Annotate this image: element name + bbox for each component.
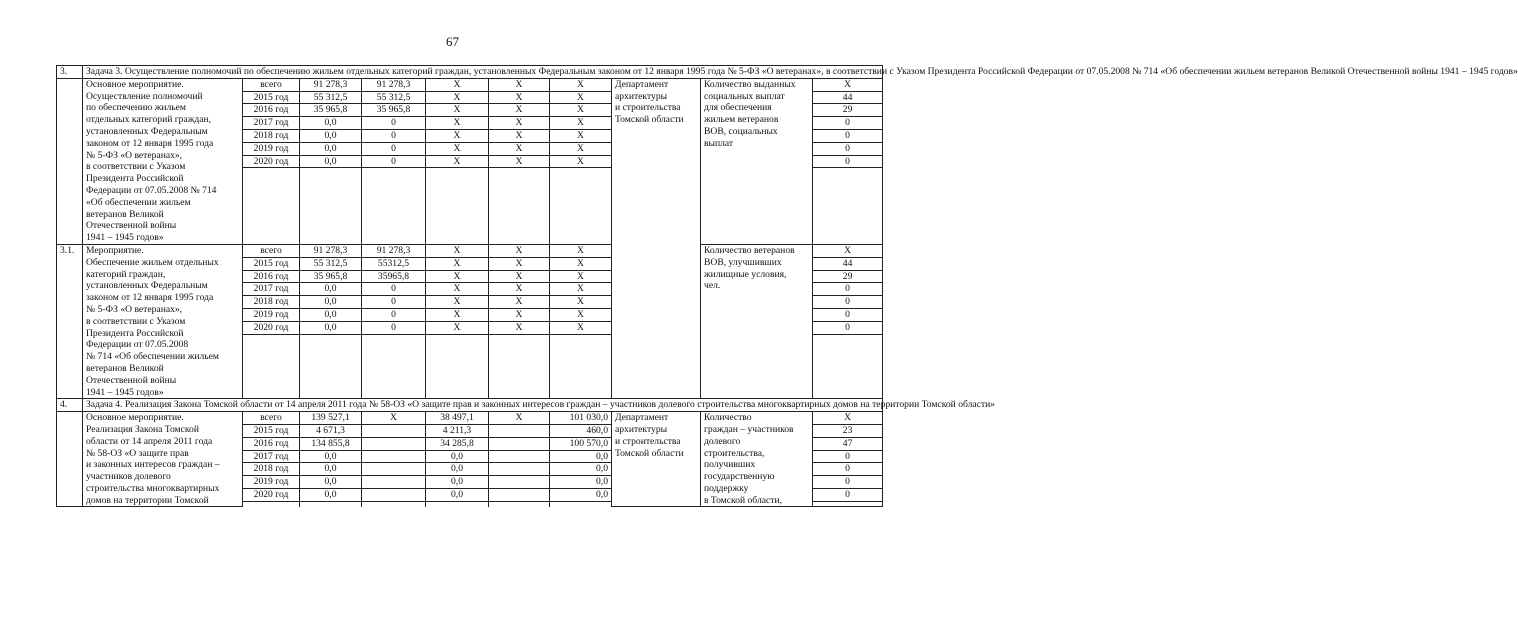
regional-cell: X	[426, 308, 489, 321]
year-cell: 2019 год	[243, 308, 300, 321]
federal-cell: 91 278,3	[362, 78, 426, 91]
extra-budget-cell: X	[550, 308, 612, 321]
total-cell: 139 527,1	[300, 412, 362, 425]
task-row	[57, 66, 883, 79]
local-cell	[489, 450, 550, 463]
regional-cell: 0,0	[426, 488, 489, 501]
responsible-department-line: архитектуры	[615, 90, 668, 102]
indicator-name-line: социальных выплат	[704, 90, 785, 102]
regional-cell: X	[426, 270, 489, 283]
measure-description-line: Мероприятие.	[86, 244, 144, 256]
extra-budget-cell: X	[550, 91, 612, 104]
extra-budget-cell: 101 030,0	[550, 412, 612, 425]
total-cell: 35 965,8	[300, 104, 362, 117]
total-cell: 55 312,5	[300, 91, 362, 104]
local-cell: X	[489, 244, 550, 257]
local-cell: X	[489, 412, 550, 425]
indicator-name-line: долевого	[704, 435, 741, 447]
federal-cell: 0	[362, 142, 426, 155]
task-row	[57, 399, 883, 412]
regional-cell: 0,0	[426, 450, 489, 463]
local-cell	[489, 424, 550, 437]
regional-cell: 0,0	[426, 476, 489, 489]
indicator-value: X	[813, 78, 883, 91]
local-cell	[489, 463, 550, 476]
empty-cell	[300, 334, 362, 399]
local-cell: X	[489, 308, 550, 321]
local-cell: X	[489, 91, 550, 104]
indicator-name-line: в Томской области,	[704, 494, 782, 506]
total-cell: 91 278,3	[300, 244, 362, 257]
federal-cell	[362, 450, 426, 463]
federal-cell: 35 965,8	[362, 104, 426, 117]
federal-cell: 55312,5	[362, 257, 426, 270]
measure-description-line: строительства многоквартирных	[86, 482, 220, 494]
responsible-department-line: Департамент	[615, 412, 669, 424]
extra-budget-cell: X	[550, 117, 612, 130]
indicator-value: 0	[813, 308, 883, 321]
total-cell: 0,0	[300, 476, 362, 489]
regional-cell: X	[426, 91, 489, 104]
federal-cell: 0	[362, 308, 426, 321]
measure-description-line: установленных Федеральным	[86, 280, 208, 292]
empty-cell	[813, 168, 883, 245]
measure-description-line: «Об обеспечении жильем	[86, 196, 191, 208]
indicator-name-line: Количество выданных	[704, 78, 796, 90]
measure-description-line: Осуществление полномочий	[86, 90, 203, 102]
measure-description-line: Президента Российской	[86, 327, 184, 339]
measure-description-line: Президента Российской	[86, 173, 184, 185]
item-number: 3.1.	[57, 244, 83, 398]
local-cell: X	[489, 78, 550, 91]
year-cell: всего	[243, 412, 300, 425]
indicator-value: 29	[813, 104, 883, 117]
table-row	[57, 412, 883, 425]
regional-cell: 4 211,3	[426, 424, 489, 437]
total-cell: 0,0	[300, 129, 362, 142]
year-cell: 2015 год	[243, 257, 300, 270]
indicator-name-line: Количество ветеранов	[704, 244, 795, 256]
extra-budget-cell: X	[550, 244, 612, 257]
responsible-department	[612, 78, 701, 399]
indicator-value: 0	[813, 463, 883, 476]
empty-cell	[489, 168, 550, 245]
total-cell: 0,0	[300, 117, 362, 130]
indicator-name-line: строительства,	[704, 447, 765, 459]
table-row	[57, 244, 883, 257]
task-title: Задача 4. Реализация Закона Томской области от 14 апреля 2011 года № 58-ОЗ «О защите прав и законных интересов граждан – участников долевого строительства многоквартирных домов на территории Томской области»	[83, 399, 883, 412]
federal-cell: 0	[362, 155, 426, 168]
extra-budget-cell: X	[550, 78, 612, 91]
extra-budget-cell: 460,0	[550, 424, 612, 437]
local-cell: X	[489, 296, 550, 309]
extra-budget-cell: X	[550, 321, 612, 334]
indicator-name-line: жильем ветеранов	[704, 114, 779, 126]
indicator-name-line: поддержку	[704, 482, 749, 494]
indicator-value: 44	[813, 91, 883, 104]
measure-description-line: ветеранов Великой	[86, 208, 164, 220]
local-cell: X	[489, 104, 550, 117]
federal-cell: 91 278,3	[362, 244, 426, 257]
federal-cell: 0	[362, 296, 426, 309]
federal-cell: 0	[362, 283, 426, 296]
empty-cell	[243, 168, 300, 245]
measure-description	[83, 244, 243, 398]
indicator-value: 0	[813, 488, 883, 501]
measure-description-line: в соответствии с Указом	[86, 161, 186, 173]
indicator-name-line: чел.	[704, 280, 721, 292]
year-cell: 2016 год	[243, 104, 300, 117]
total-cell: 35 965,8	[300, 270, 362, 283]
responsible-department	[612, 412, 701, 507]
measure-description-line: Федерации от 07.05.2008 № 714	[86, 184, 217, 196]
measure-description-line: области от 14 апреля 2011 года	[86, 435, 213, 447]
task-title: Задача 3. Осуществление полномочий по обеспечению жильем отдельных категорий граждан, установленных Федеральным законом от 12 января 1995 года № 5-ФЗ «О ветеранах», в соответствии с Указом Президента Российской Федерации от 07.05.2008 № 714 «Об обеспечении жильем ветеранов Великой Отечественной войны 1941 – 1945 годов»	[83, 66, 883, 79]
year-cell: 2015 год	[243, 424, 300, 437]
indicator-value: 0	[813, 296, 883, 309]
extra-budget-cell: 0,0	[550, 488, 612, 501]
indicator-value: 0	[813, 450, 883, 463]
indicator-name	[701, 412, 813, 507]
local-cell: X	[489, 283, 550, 296]
total-cell: 0,0	[300, 450, 362, 463]
local-cell: X	[489, 321, 550, 334]
year-cell: 2019 год	[243, 476, 300, 489]
measure-description-line: Основное мероприятие.	[86, 412, 184, 424]
total-cell: 0,0	[300, 308, 362, 321]
indicator-value: 23	[813, 424, 883, 437]
empty-cell	[362, 501, 426, 507]
responsible-department-line: Томской области	[615, 447, 684, 459]
total-cell: 0,0	[300, 283, 362, 296]
indicator-value: 0	[813, 321, 883, 334]
extra-budget-cell: 100 570,0	[550, 437, 612, 450]
total-cell: 0,0	[300, 142, 362, 155]
extra-budget-cell: X	[550, 129, 612, 142]
indicator-name-line: Количество	[704, 412, 752, 424]
empty-cell	[426, 168, 489, 245]
extra-budget-cell: X	[550, 296, 612, 309]
regional-cell: X	[426, 296, 489, 309]
empty-cell	[813, 334, 883, 399]
indicator-name	[701, 78, 813, 244]
year-cell: 2015 год	[243, 91, 300, 104]
year-cell: 2017 год	[243, 283, 300, 296]
year-cell: 2018 год	[243, 129, 300, 142]
measure-description-line: категорий граждан,	[86, 268, 166, 280]
total-cell: 91 278,3	[300, 78, 362, 91]
local-cell	[489, 476, 550, 489]
measure-description-line: № 714 «Об обеспечении жильем	[86, 351, 219, 363]
year-cell: всего	[243, 78, 300, 91]
indicator-name-line: для обеспечения	[704, 102, 772, 114]
indicator-name-line: жилищные условия,	[704, 268, 787, 280]
empty-cell	[550, 334, 612, 399]
indicator-name-line: получивших	[704, 459, 756, 471]
empty-cell	[550, 168, 612, 245]
year-cell: 2017 год	[243, 117, 300, 130]
federal-cell	[362, 424, 426, 437]
empty-cell	[426, 334, 489, 399]
indicator-value: 47	[813, 437, 883, 450]
measure-description-line: участников долевого	[86, 471, 171, 483]
indicator-name-line: выплат	[704, 137, 734, 149]
task-number: 4.	[57, 399, 83, 412]
local-cell: X	[489, 142, 550, 155]
federal-cell	[362, 437, 426, 450]
total-cell: 134 855,8	[300, 437, 362, 450]
measure-description-line: Обеспечение жильем отдельных	[86, 256, 219, 268]
regional-cell: X	[426, 117, 489, 130]
extra-budget-cell: 0,0	[550, 476, 612, 489]
federal-cell: X	[362, 412, 426, 425]
empty-cell	[362, 334, 426, 399]
measure-description	[83, 78, 243, 244]
regional-cell: 38 497,1	[426, 412, 489, 425]
empty-cell	[243, 501, 300, 507]
page-number: 67	[446, 34, 459, 49]
item-number	[57, 412, 83, 507]
measure-description-line: установленных Федеральным	[86, 125, 208, 137]
empty-cell	[243, 334, 300, 399]
empty-cell	[489, 501, 550, 507]
regional-cell: X	[426, 129, 489, 142]
measure-description-line: домов на территории Томской	[86, 494, 209, 506]
year-cell: 2020 год	[243, 488, 300, 501]
federal-cell	[362, 463, 426, 476]
indicator-name-line: государственную	[704, 471, 775, 483]
local-cell: X	[489, 270, 550, 283]
federal-cell: 55 312,5	[362, 91, 426, 104]
indicator-value: 0	[813, 117, 883, 130]
measure-description-line: законом от 12 января 1995 года	[86, 292, 214, 304]
measure-description-line: и законных интересов граждан –	[86, 459, 220, 471]
year-cell: 2019 год	[243, 142, 300, 155]
measure-description-line: законом от 12 января 1995 года	[86, 137, 214, 149]
measure-description-line: отдельных категорий граждан,	[86, 114, 212, 126]
measure-description-line: № 5-ФЗ «О ветеранах»,	[86, 149, 183, 161]
local-cell: X	[489, 257, 550, 270]
empty-cell	[489, 334, 550, 399]
federal-cell: 0	[362, 321, 426, 334]
responsible-department-line: Департамент	[615, 78, 669, 90]
responsible-department-line: Томской области	[615, 114, 684, 126]
extra-budget-cell: X	[550, 104, 612, 117]
indicator-value: 0	[813, 142, 883, 155]
regional-cell: X	[426, 321, 489, 334]
measure-description-line: Основное мероприятие.	[86, 78, 184, 90]
total-cell: 0,0	[300, 463, 362, 476]
year-cell: 2020 год	[243, 321, 300, 334]
local-cell: X	[489, 117, 550, 130]
measure-description-line: 1941 – 1945 годов»	[86, 386, 164, 398]
extra-budget-cell: X	[550, 257, 612, 270]
total-cell: 4 671,3	[300, 424, 362, 437]
measure-description-line: Федерации от 07.05.2008	[86, 339, 189, 351]
local-cell	[489, 437, 550, 450]
empty-cell	[426, 501, 489, 507]
item-number	[57, 78, 83, 244]
regional-cell: X	[426, 104, 489, 117]
indicator-value: X	[813, 244, 883, 257]
regional-cell: X	[426, 257, 489, 270]
total-cell: 0,0	[300, 296, 362, 309]
empty-cell	[300, 501, 362, 507]
indicator-value: 44	[813, 257, 883, 270]
local-cell	[489, 488, 550, 501]
total-cell: 0,0	[300, 488, 362, 501]
responsible-department-line: и строительства	[615, 102, 681, 114]
measure-description-line: Отечественной войны	[86, 220, 177, 232]
empty-cell	[300, 168, 362, 245]
responsible-department-line: и строительства	[615, 435, 681, 447]
indicator-name-line: граждан – участников	[704, 423, 794, 435]
indicator-value: X	[813, 412, 883, 425]
total-cell: 55 312,5	[300, 257, 362, 270]
extra-budget-cell: X	[550, 270, 612, 283]
federal-cell: 35965,8	[362, 270, 426, 283]
total-cell: 0,0	[300, 155, 362, 168]
indicator-value: 0	[813, 476, 883, 489]
indicator-value: 0	[813, 155, 883, 168]
year-cell: 2016 год	[243, 270, 300, 283]
measure-description-line: ветеранов Великой	[86, 362, 164, 374]
program-table	[56, 65, 1518, 507]
measure-description-line: 1941 – 1945 годов»	[86, 232, 164, 244]
regional-cell: X	[426, 283, 489, 296]
indicator-name	[701, 244, 813, 398]
extra-budget-cell: X	[550, 142, 612, 155]
regional-cell: X	[426, 78, 489, 91]
regional-cell: 0,0	[426, 463, 489, 476]
measure-description-line: по обеспечению жильем	[86, 102, 186, 114]
measure-description	[83, 412, 243, 507]
empty-cell	[813, 501, 883, 507]
regional-cell: X	[426, 155, 489, 168]
year-cell: всего	[243, 244, 300, 257]
empty-cell	[362, 168, 426, 245]
measure-description-line: Реализация Закона Томской	[86, 423, 199, 435]
year-cell: 2018 год	[243, 463, 300, 476]
federal-cell: 0	[362, 117, 426, 130]
indicator-value: 29	[813, 270, 883, 283]
total-cell: 0,0	[300, 321, 362, 334]
indicator-name-line: ВОВ, улучшивших	[704, 256, 782, 268]
year-cell: 2016 год	[243, 437, 300, 450]
federal-cell	[362, 476, 426, 489]
local-cell: X	[489, 155, 550, 168]
regional-cell: 34 285,8	[426, 437, 489, 450]
regional-cell: X	[426, 142, 489, 155]
extra-budget-cell: 0,0	[550, 450, 612, 463]
indicator-value: 0	[813, 129, 883, 142]
empty-cell	[550, 501, 612, 507]
extra-budget-cell: 0,0	[550, 463, 612, 476]
year-cell: 2017 год	[243, 450, 300, 463]
federal-cell	[362, 488, 426, 501]
indicator-name-line: ВОВ, социальных	[704, 125, 778, 137]
measure-description-line: № 5-ФЗ «О ветеранах»,	[86, 303, 183, 315]
table-row	[57, 78, 883, 91]
measure-description-line: в соответствии с Указом	[86, 315, 186, 327]
extra-budget-cell: X	[550, 155, 612, 168]
measure-description-line: Отечественной войны	[86, 374, 177, 386]
federal-cell: 0	[362, 129, 426, 142]
year-cell: 2018 год	[243, 296, 300, 309]
task-number: 3.	[57, 66, 83, 79]
regional-cell: X	[426, 244, 489, 257]
measure-description-line: № 58-ОЗ «О защите прав	[86, 447, 189, 459]
responsible-department-line: архитектуры	[615, 423, 668, 435]
year-cell: 2020 год	[243, 155, 300, 168]
extra-budget-cell: X	[550, 283, 612, 296]
indicator-value: 0	[813, 283, 883, 296]
local-cell: X	[489, 129, 550, 142]
